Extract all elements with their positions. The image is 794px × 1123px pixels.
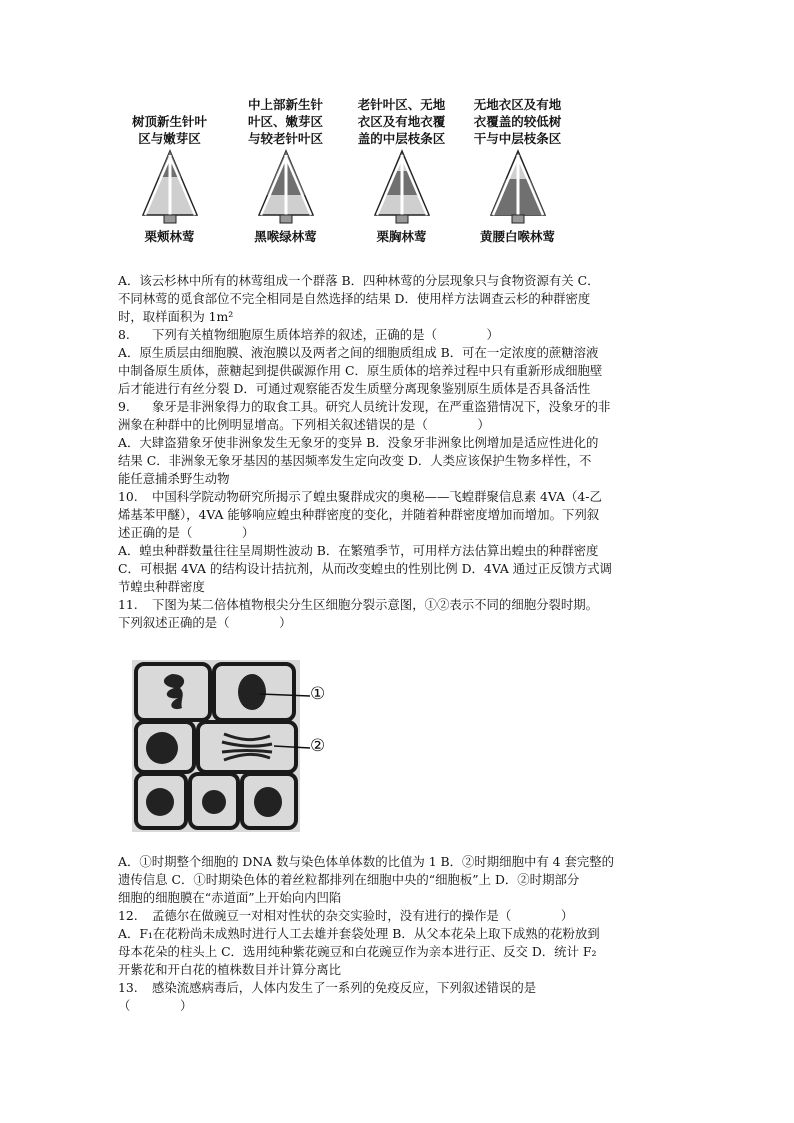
spruce-tree-upper-zone-icon bbox=[251, 149, 321, 225]
q7-option-line: 不同林莺的觅食部位不完全相同是自然选择的结果 D．使用样方法调查云杉的种群密度 bbox=[118, 291, 591, 306]
q13-paren: （ ） bbox=[118, 998, 193, 1013]
q9-option-line: 能任意捕杀野生动物 bbox=[118, 471, 230, 486]
spruce-tree-top-zone-icon bbox=[135, 149, 205, 225]
tree-name-1: 栗颊林莺 bbox=[144, 229, 195, 244]
q12-stem: 12. 孟德尔在做豌豆一对相对性状的杂交实验时，没有进行的操作是（ ） bbox=[118, 908, 574, 923]
warbler-tree-figure bbox=[112, 96, 612, 256]
q11-option-line: 细胞的细胞膜在“赤道面”上开始向内凹陷 bbox=[118, 890, 342, 905]
tree-name-2: 黑喉绿林莺 bbox=[254, 229, 317, 244]
q11-stem: 11. 下图为某二倍体植物根尖分生区细胞分裂示意图，①②表示不同的细胞分裂时期。 bbox=[118, 597, 599, 612]
tree-column-1 bbox=[112, 96, 227, 245]
q9-option-line: 结果 C．非洲象无象牙基因的基因频率发生定向改变 D．人类应该保护生物多样性，不 bbox=[118, 453, 592, 468]
q10-option-line: 节蝗虫种群密度 bbox=[118, 579, 205, 594]
q10-option-line: C．可根据 4VA 的结构设计拮抗剂，从而改变蝗虫的性别比例 D．4VA 通过正反馈方式调 bbox=[118, 561, 612, 576]
q9-stem: 9. 象牙是非洲象得力的取食工具。研究人员统计发现，在严重盗猎情况下，没象牙的非 bbox=[118, 399, 611, 414]
questions-block-lower bbox=[118, 853, 678, 1015]
q8-option-line: 中制备原生质体，蔗糖起到提供碳源作用 C．原生质体的培养过程中只有重新形成细胞壁 bbox=[118, 363, 603, 378]
q10-stem-line: 述正确的是（ ） bbox=[118, 525, 255, 540]
q8-stem: 8. 下列有关植物细胞原生质体培养的叙述，正确的是（ ） bbox=[118, 327, 499, 342]
q12-option-line: 母本花朵的柱头上 C．选用纯种紫花豌豆和白花豌豆作为亲本进行正、反交 D．统计 F₂ bbox=[118, 944, 597, 959]
tree-caption-4: 无地衣区及有地 衣覆盖的较低树 干与中层枝条区 bbox=[473, 97, 562, 146]
tree-caption-2: 中上部新生针 叶区、嫩芽区 与较老针叶区 bbox=[247, 97, 323, 146]
tree-caption-1: 树顶新生针叶 区与嫩芽区 bbox=[131, 114, 207, 146]
tree-column-2 bbox=[228, 96, 343, 245]
marker-2: ② bbox=[310, 736, 326, 756]
tree-column-4 bbox=[460, 96, 575, 245]
q10-stem: 10. 中国科学院动物研究所揭示了蝗虫聚群成灾的奥秘——飞蝗群聚信息素 4VA（4-乙 bbox=[118, 489, 602, 504]
spruce-tree-middle-zone-icon bbox=[367, 149, 437, 225]
q12-option-line: 开紫花和开白花的植株数目并计算分离比 bbox=[118, 962, 342, 977]
spruce-tree-lower-zone-icon bbox=[483, 149, 553, 225]
tree-name-3: 栗胸林莺 bbox=[376, 229, 427, 244]
q12-option-line: A．F₁在花粉尚未成熟时进行人工去雄并套袋处理 B．从父本花朵上取下成熟的花粉放到 bbox=[118, 926, 600, 941]
q13-stem: 13. 感染流感病毒后，人体内发生了一系列的免疫反应，下列叙述错误的是 bbox=[118, 980, 537, 995]
questions-block-upper bbox=[118, 272, 678, 632]
q9-stem-line: 洲象在种群中的比例明显增高。下列相关叙述错误的是（ ） bbox=[118, 417, 490, 432]
tree-caption-3: 老针叶区、无地 衣区及有地衣覆 盖的中层枝条区 bbox=[357, 97, 446, 146]
q10-option-line: A．蝗虫种群数量往往呈周期性波动 B．在繁殖季节，可用样方法估算出蝗虫的种群密度 bbox=[118, 543, 599, 558]
tree-name-4: 黄腰白喉林莺 bbox=[479, 229, 555, 244]
q10-stem-line: 烯基苯甲醚），4VA 能够响应蝗虫种群密度的变化，并随着种群密度增加而增加。下列叙 bbox=[118, 507, 600, 522]
tree-column-3 bbox=[344, 96, 459, 245]
q11-stem-line: 下列叙述正确的是（ ） bbox=[118, 615, 292, 630]
q9-option-line: A．大肆盗猎象牙使非洲象发生无象牙的变异 B．没象牙非洲象比例增加是适应性进化的 bbox=[118, 435, 599, 450]
cell-division-micrograph bbox=[132, 660, 342, 832]
q7-option-line: 时，取样面积为 1m² bbox=[118, 309, 234, 324]
q11-option-line: A．①时期整个细胞的 DNA 数与染色体单体数的比值为 1 B．②时期细胞中有 4 套完整的 bbox=[118, 854, 615, 869]
q7-option-line: A．该云杉林中所有的林莺组成一个群落 B．四种林莺的分层现象只与食物资源有关 C． bbox=[118, 273, 600, 288]
q8-option-line: 后才能进行有丝分裂 D．可通过观察能否发生质壁分离现象鉴别原生质体是否具备活性 bbox=[118, 381, 591, 396]
q11-option-line: 遗传信息 C．①时期染色体的着丝粒都排列在细胞中央的“细胞板”上 D．②时期部分 bbox=[118, 872, 580, 887]
marker-1: ① bbox=[310, 684, 326, 704]
q8-option-line: A．原生质层由细胞膜、液泡膜以及两者之间的细胞质组成 B．可在一定浓度的蔗糖溶液 bbox=[118, 345, 599, 360]
